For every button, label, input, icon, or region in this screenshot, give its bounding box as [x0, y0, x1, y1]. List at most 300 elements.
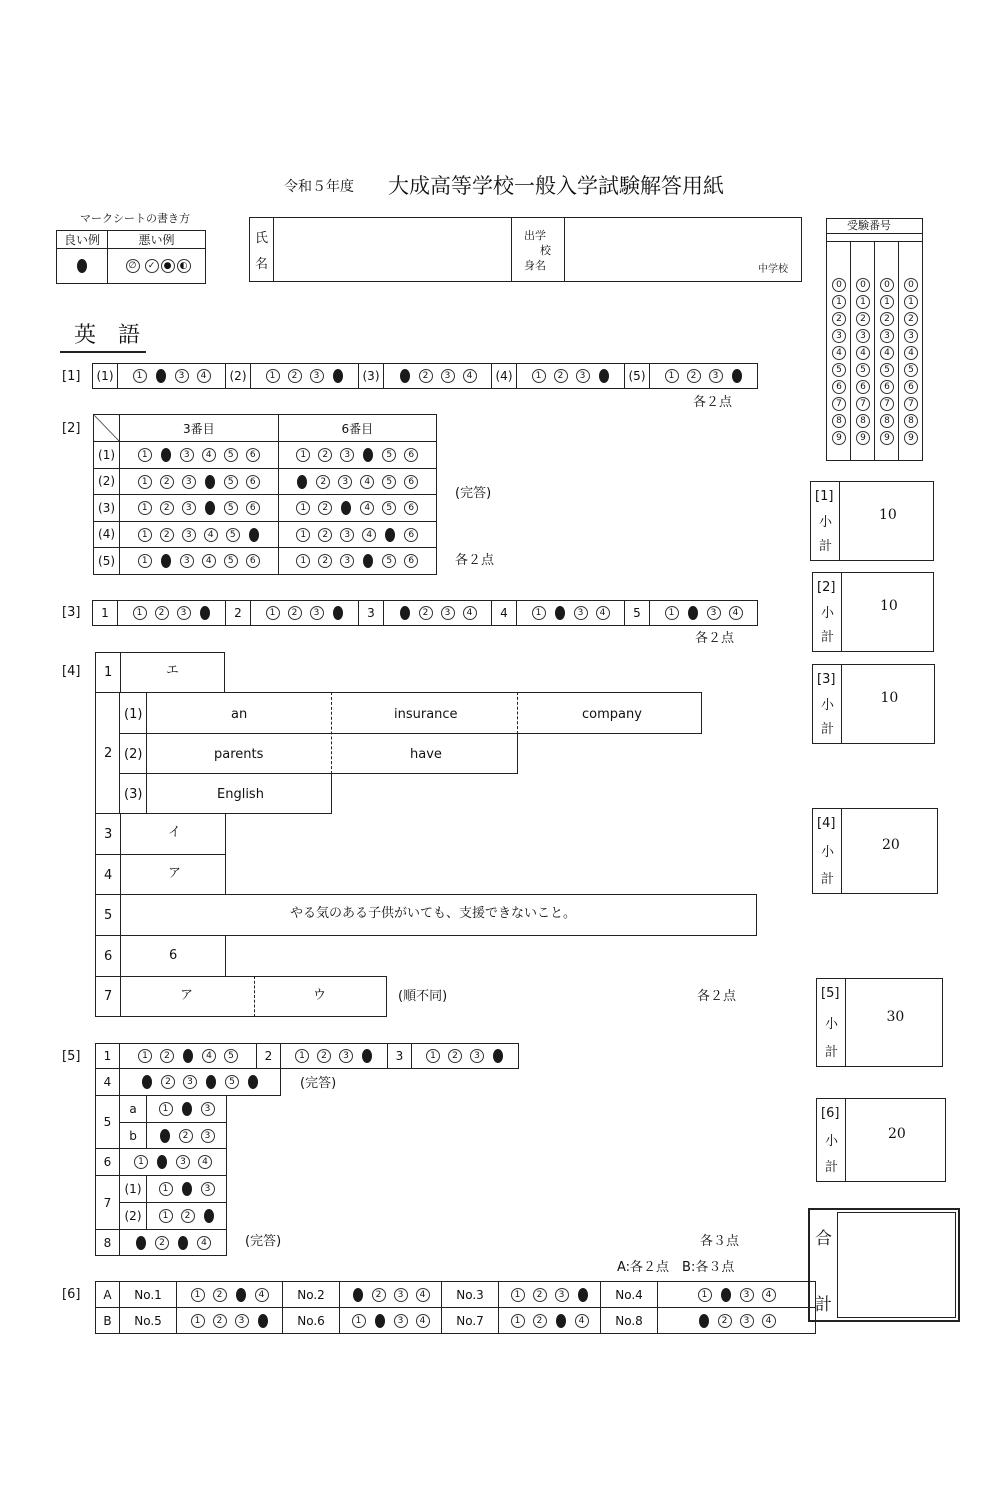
bubble[interactable]: 3	[574, 606, 588, 620]
q6-row-a: A	[95, 1281, 120, 1308]
q4-2-2-word-2[interactable]: have	[410, 747, 442, 762]
q4-num-4: 4	[104, 868, 113, 883]
filled-bubble[interactable]	[556, 1314, 566, 1328]
bubble[interactable]: 1	[296, 528, 310, 542]
q6-bubbles	[339, 1307, 442, 1334]
bubble[interactable]: 5	[382, 448, 396, 462]
bubble[interactable]: 1	[296, 501, 310, 515]
bubble[interactable]: 3	[201, 1102, 215, 1116]
name-label-2: 名	[255, 257, 269, 272]
q4-num-7: 7	[104, 989, 113, 1004]
q1-item-number: (2)	[225, 363, 251, 389]
q2-bubbles-6th	[278, 521, 436, 548]
q4-num-2: 2	[104, 746, 113, 761]
q2-bubbles-6th	[278, 468, 436, 495]
bubble[interactable]: 2	[419, 606, 433, 620]
bubble[interactable]: 3	[707, 606, 721, 620]
q4-note: (順不同)	[398, 989, 448, 1004]
bubble[interactable]: 4	[762, 1288, 776, 1302]
subtotal-box	[816, 978, 943, 1067]
q1-bubbles	[250, 363, 359, 389]
filled-bubble[interactable]	[353, 1288, 363, 1302]
mark-guide-title: マークシートの書き方	[80, 212, 190, 225]
bubble[interactable]: 2	[372, 1288, 386, 1302]
q5-sub: a	[119, 1095, 147, 1123]
q3-label: [3]	[62, 605, 81, 620]
q2-bubbles-6th	[278, 548, 436, 575]
bubble[interactable]: 3	[740, 1288, 754, 1302]
bubble[interactable]: 2	[288, 369, 302, 383]
q5-bubbles-5a	[146, 1095, 227, 1123]
q1-score: 各２点	[693, 395, 733, 410]
name-field[interactable]	[275, 219, 509, 280]
exam-year: 令和５年度	[284, 179, 354, 195]
bubble[interactable]: 3	[310, 369, 324, 383]
q4-2-1-word-2[interactable]: insurance	[394, 707, 458, 722]
filled-bubble[interactable]	[493, 1049, 503, 1063]
subtotal-value: 20	[882, 837, 900, 853]
q6-item-number: No.8	[600, 1307, 658, 1334]
q2-corner	[94, 415, 120, 442]
subtotal-label: [5]	[821, 986, 840, 1001]
q4-num-5: 5	[104, 908, 113, 923]
bubble[interactable]: 5	[226, 528, 240, 542]
q5-num: 2	[256, 1043, 281, 1069]
bubble[interactable]: 5	[224, 475, 238, 489]
q2-col1-header: 3番目	[120, 415, 278, 442]
bubble[interactable]: 1	[295, 1049, 309, 1063]
bubble[interactable]: 3	[340, 448, 354, 462]
q3-item-number: 2	[225, 600, 251, 626]
q4-2-sub-1: (1)	[124, 707, 143, 722]
bubble[interactable]: 3	[180, 448, 194, 462]
bubble[interactable]: 1	[426, 1049, 440, 1063]
bubble[interactable]: 1	[138, 448, 152, 462]
q1-item-number: (5)	[624, 363, 650, 389]
q6-bubbles	[176, 1307, 283, 1334]
bubble[interactable]: 2	[448, 1049, 462, 1063]
filled-bubble[interactable]	[400, 606, 410, 620]
q4-2-1-word-3[interactable]: company	[582, 707, 642, 722]
bubble[interactable]: 1	[138, 1049, 152, 1063]
subtotal-box	[812, 572, 934, 652]
bad-example-marks: ∅ ✓ ● ◐	[108, 249, 206, 284]
bubble[interactable]: 2	[318, 554, 332, 568]
bubble[interactable]: 2	[160, 501, 174, 515]
exam-digit-col-1[interactable]: 0 1 2 3 4 5 6 7 8 9	[828, 276, 850, 446]
bubble[interactable]: 3	[175, 369, 189, 383]
filled-bubble[interactable]	[333, 369, 343, 383]
subtotal-value: 10	[879, 507, 897, 523]
q5-bubbles-4: 2 3 5	[119, 1068, 281, 1096]
bubble[interactable]: 6	[404, 448, 418, 462]
q5-note-1: (完答)	[300, 1076, 337, 1091]
bubble[interactable]: 3	[576, 369, 590, 383]
q4-score: 各２点	[697, 989, 737, 1004]
q2-row-number: (4)	[94, 521, 120, 548]
q2-bubbles-3rd	[120, 548, 278, 575]
bubble[interactable]: 4	[204, 528, 218, 542]
bubble[interactable]: 3	[441, 606, 455, 620]
bubble[interactable]: 1	[352, 1314, 366, 1328]
bubble[interactable]: 4	[463, 606, 477, 620]
subtotal-word-1: 小	[825, 1016, 839, 1032]
bubble[interactable]: 1	[296, 448, 310, 462]
q5-bubbles-7-1	[146, 1175, 227, 1203]
q2-bubbles-3rd	[120, 468, 278, 495]
q1-item-number: (4)	[491, 363, 517, 389]
bubble[interactable]: 4	[198, 1155, 212, 1169]
q4-2-2-word-1[interactable]: parents	[214, 747, 264, 762]
school-field[interactable]	[566, 219, 800, 280]
filled-bubble[interactable]	[156, 369, 166, 383]
bubble[interactable]: 4	[202, 554, 216, 568]
bubble[interactable]: 2	[155, 606, 169, 620]
bubble[interactable]: 1	[133, 606, 147, 620]
bubble[interactable]: 2	[533, 1288, 547, 1302]
school-label-3: 身名	[524, 259, 546, 272]
bubble[interactable]: 2	[181, 1209, 195, 1223]
bubble[interactable]: 3	[441, 369, 455, 383]
q4-2-3-word[interactable]: English	[217, 787, 264, 802]
q3-item-number: 3	[358, 600, 384, 626]
subtotal-box	[812, 808, 938, 894]
q4-answer-3[interactable]: イ	[168, 825, 182, 840]
bubble[interactable]: 5	[224, 448, 238, 462]
subtotal-label: [1]	[815, 489, 834, 504]
bubble[interactable]: 1	[159, 1209, 173, 1223]
q4-num-3: 3	[104, 827, 113, 842]
q5-bubbles-8: 2 4	[119, 1229, 227, 1256]
q1-label: [1]	[62, 369, 81, 384]
bubble[interactable]: 1	[511, 1314, 525, 1328]
bubble[interactable]: 2	[316, 475, 330, 489]
subtotal-word-1: 小	[821, 845, 835, 860]
q4-answer-7-a[interactable]: ア	[180, 988, 194, 1003]
bubble[interactable]: 6	[246, 501, 260, 515]
bad-example-label: 悪い例	[108, 231, 206, 249]
q3-bubbles	[250, 600, 359, 626]
bubble[interactable]: 2	[160, 475, 174, 489]
bubble[interactable]: 4	[360, 475, 374, 489]
filled-bubble[interactable]	[236, 1288, 246, 1302]
q3-item-number: 1	[92, 600, 118, 626]
bubble[interactable]: 3	[176, 1155, 190, 1169]
bubble[interactable]: 5	[224, 1049, 238, 1063]
q3-bubbles	[117, 600, 226, 626]
bubble[interactable]: 6	[246, 448, 260, 462]
bubble[interactable]: 1	[191, 1288, 205, 1302]
bubble[interactable]: 4	[762, 1314, 776, 1328]
q5-sub: (1)	[119, 1175, 147, 1203]
bubble[interactable]: 2	[419, 369, 433, 383]
bubble[interactable]: 4	[463, 369, 477, 383]
bubble[interactable]: 3	[201, 1182, 215, 1196]
bubble[interactable]: 1	[134, 1155, 148, 1169]
bubble[interactable]: 2	[533, 1314, 547, 1328]
q4-label: [4]	[62, 664, 81, 679]
filled-bubble[interactable]	[578, 1288, 588, 1302]
q2-bubbles-6th	[278, 495, 436, 522]
bubble[interactable]: 4	[416, 1288, 430, 1302]
bubble[interactable]: 1	[266, 369, 280, 383]
bubble[interactable]: 2	[718, 1314, 732, 1328]
subtotal-word-1: 小	[821, 698, 835, 713]
filled-bubble[interactable]	[721, 1288, 731, 1302]
subtotal-word-2: 計	[825, 1045, 839, 1060]
bubble[interactable]: 2	[179, 1129, 193, 1143]
q5-sub: (2)	[119, 1202, 147, 1230]
bubble[interactable]: 3	[394, 1288, 408, 1302]
filled-bubble[interactable]	[160, 1129, 170, 1143]
q3-item-number: 5	[624, 600, 650, 626]
bubble[interactable]: 2	[213, 1288, 227, 1302]
filled-bubble[interactable]	[204, 1209, 214, 1223]
subtotal-label: [4]	[817, 816, 836, 831]
subject-title: 英 語	[74, 323, 141, 348]
q2-label: [2]	[62, 421, 81, 436]
bubble[interactable]: 3	[709, 369, 723, 383]
bubble[interactable]: 3	[394, 1314, 408, 1328]
q5-num: 6	[95, 1148, 120, 1176]
filled-bubble[interactable]	[182, 1182, 192, 1196]
q4-2-1-word-1[interactable]: an	[231, 707, 248, 722]
q3-bubbles	[516, 600, 625, 626]
filled-bubble[interactable]	[363, 448, 373, 462]
q5-bubbles-6	[119, 1148, 227, 1176]
q5-num: 1	[95, 1043, 120, 1069]
q2-row-number: (1)	[94, 442, 120, 469]
school-label-1: 出学	[524, 229, 546, 242]
bubble[interactable]: 3	[339, 1049, 353, 1063]
subtotal-box	[810, 481, 934, 561]
filled-bubble[interactable]	[258, 1314, 268, 1328]
filled-bubble[interactable]	[555, 606, 565, 620]
bubble[interactable]: 5	[382, 554, 396, 568]
bubble[interactable]: 2	[554, 369, 568, 383]
bubble[interactable]: 1	[159, 1182, 173, 1196]
q6-bubbles	[176, 1281, 283, 1308]
bubble[interactable]: 3	[338, 475, 352, 489]
bubble[interactable]: 1	[665, 606, 679, 620]
bubble[interactable]: 5	[382, 501, 396, 515]
bubble[interactable]: 1	[511, 1288, 525, 1302]
filled-bubble[interactable]	[400, 369, 410, 383]
filled-bubble[interactable]	[183, 1049, 193, 1063]
filled-bubble[interactable]	[161, 554, 171, 568]
bubble[interactable]: 3	[740, 1314, 754, 1328]
total-label-2: 計	[815, 1295, 832, 1315]
bubble[interactable]: 3	[555, 1288, 569, 1302]
q6-bubbles	[498, 1281, 601, 1308]
bubble[interactable]: 1	[133, 369, 147, 383]
bubble[interactable]: 2	[318, 501, 332, 515]
q5-note-2: (完答)	[245, 1234, 282, 1249]
q2-row-number: (5)	[94, 548, 120, 575]
subtotal-word-1: 小	[819, 515, 833, 530]
page-title: 大成高等学校一般入学試験解答用紙	[388, 174, 724, 198]
q6-row-b: B	[95, 1307, 120, 1334]
q6-score: A:各２点 B:各３点	[617, 1260, 735, 1275]
subtotal-word-2: 計	[819, 539, 833, 554]
q1-item-number: (1)	[92, 363, 118, 389]
bubble[interactable]: 4	[360, 501, 374, 515]
q4-answer-1[interactable]: エ	[166, 663, 180, 678]
filled-bubble[interactable]	[699, 1314, 709, 1328]
bubble[interactable]: 4	[575, 1314, 589, 1328]
exam-digit-col-4[interactable]: 0 1 2 3 4 5 6 7 8 9	[900, 276, 922, 446]
bubble[interactable]: 1	[159, 1102, 173, 1116]
filled-bubble[interactable]	[732, 369, 742, 383]
q1-bubbles	[117, 363, 226, 389]
filled-bubble[interactable]	[200, 606, 210, 620]
bubble[interactable]: 3	[182, 475, 196, 489]
q2-note: (完答)	[455, 486, 492, 501]
filled-bubble[interactable]	[363, 554, 373, 568]
bubble[interactable]: 4	[202, 1049, 216, 1063]
bubble[interactable]: 2	[317, 1049, 331, 1063]
subtotal-word-2: 計	[821, 630, 835, 645]
bubble[interactable]: 1	[191, 1314, 205, 1328]
filled-bubble[interactable]	[157, 1155, 167, 1169]
q2-col2-header: 6番目	[278, 415, 436, 442]
filled-bubble[interactable]	[688, 606, 698, 620]
q1-bubbles	[516, 363, 625, 389]
q5-bubbles-5b	[146, 1122, 227, 1149]
q4-answer-7-b[interactable]: ウ	[313, 988, 327, 1003]
filled-bubble[interactable]	[375, 1314, 385, 1328]
bubble[interactable]: 4	[362, 528, 376, 542]
subtotal-box	[816, 1098, 946, 1182]
q6-item-number: No.3	[441, 1281, 499, 1308]
bubble[interactable]: 6	[404, 475, 418, 489]
q2-score: 各２点	[455, 553, 495, 568]
bubble[interactable]: 6	[246, 475, 260, 489]
filled-bubble[interactable]	[205, 475, 215, 489]
bubble[interactable]: 2	[160, 1049, 174, 1063]
bubble[interactable]: 3	[470, 1049, 484, 1063]
bubble[interactable]: 2	[288, 606, 302, 620]
q6-label: [6]	[62, 1287, 81, 1302]
bubble[interactable]: 3	[310, 606, 324, 620]
q4-answer-6[interactable]: 6	[169, 948, 178, 963]
total-label-1: 合	[815, 1229, 832, 1249]
subtotal-label: [3]	[817, 672, 836, 687]
bubble[interactable]: 2	[318, 528, 332, 542]
bubble[interactable]: 1	[138, 554, 152, 568]
mark-guide-table	[56, 230, 206, 284]
bubble[interactable]: 1	[665, 369, 679, 383]
bubble[interactable]: 5	[382, 475, 396, 489]
bubble[interactable]: 1	[698, 1288, 712, 1302]
filled-bubble[interactable]	[205, 501, 215, 515]
exam-digit-col-2[interactable]: 0 1 2 3 4 5 6 7 8 9	[852, 276, 874, 446]
bubble[interactable]: 4	[255, 1288, 269, 1302]
q6-item-number: No.5	[119, 1307, 177, 1334]
bubble[interactable]: 4	[202, 448, 216, 462]
filled-bubble[interactable]	[297, 475, 307, 489]
subtotal-word-2: 計	[821, 722, 835, 737]
q5-bubbles-7-2	[146, 1202, 227, 1230]
q5-num: 4	[95, 1068, 120, 1096]
q5-bubbles-3	[411, 1043, 519, 1069]
bubble[interactable]: 3	[201, 1129, 215, 1143]
q4-answer-4[interactable]: ア	[168, 866, 182, 881]
bubble[interactable]: 4	[197, 369, 211, 383]
bubble[interactable]: 1	[266, 606, 280, 620]
bubble[interactable]: 2	[160, 528, 174, 542]
q4-num-6: 6	[104, 949, 113, 964]
filled-bubble[interactable]	[182, 1102, 192, 1116]
bubble[interactable]: 1	[138, 528, 152, 542]
q6-bubbles	[498, 1307, 601, 1334]
q6-bubbles	[339, 1281, 442, 1308]
bubble[interactable]: 1	[138, 501, 152, 515]
bubble[interactable]: 6	[404, 528, 418, 542]
q4-answer-5[interactable]: やる気のある子供がいても、支援できないこと。	[290, 906, 577, 921]
q3-item-number: 4	[491, 600, 517, 626]
bubble[interactable]: 3	[180, 554, 194, 568]
bubble[interactable]: 1	[138, 475, 152, 489]
q1-bubbles	[383, 363, 492, 389]
bubble[interactable]: 1	[296, 554, 310, 568]
subtotal-word-1: 小	[825, 1134, 839, 1149]
q3-score: 各２点	[695, 631, 735, 646]
exam-digit-col-3[interactable]: 0 1 2 3 4 5 6 7 8 9	[876, 276, 898, 446]
bubble[interactable]: 5	[224, 554, 238, 568]
subtotal-value: 20	[888, 1126, 906, 1142]
q6-bubbles	[657, 1307, 816, 1334]
filled-bubble[interactable]	[341, 501, 351, 515]
bubble[interactable]: 1	[532, 369, 546, 383]
bubble[interactable]: 6	[246, 554, 260, 568]
bubble[interactable]: 5	[224, 501, 238, 515]
bubble[interactable]: 2	[213, 1314, 227, 1328]
bubble[interactable]: 4	[596, 606, 610, 620]
filled-bubble[interactable]	[599, 369, 609, 383]
filled-bubble[interactable]	[249, 528, 259, 542]
bubble[interactable]: 4	[416, 1314, 430, 1328]
bubble[interactable]: 6	[404, 501, 418, 515]
bubble[interactable]: 2	[687, 369, 701, 383]
subtotal-value: 10	[880, 690, 899, 706]
bubble[interactable]: 1	[532, 606, 546, 620]
bubble[interactable]: 3	[340, 554, 354, 568]
bubble[interactable]: 6	[404, 554, 418, 568]
q4-2-sub-2: (2)	[124, 747, 143, 762]
bubble[interactable]: 3	[182, 501, 196, 515]
filled-bubble[interactable]	[362, 1049, 372, 1063]
filled-bubble[interactable]	[333, 606, 343, 620]
q2-bubbles-3rd	[120, 442, 278, 469]
filled-bubble[interactable]	[161, 448, 171, 462]
subtotal-word-2: 計	[825, 1160, 839, 1175]
q6-item-number: No.1	[119, 1281, 177, 1308]
subtotal-value: 10	[880, 598, 898, 614]
q2-row-number: (2)	[94, 468, 120, 495]
bubble[interactable]: 3	[235, 1314, 249, 1328]
filled-bubble[interactable]	[385, 528, 395, 542]
bubble[interactable]: 3	[177, 606, 191, 620]
q2-bubbles-3rd	[120, 521, 278, 548]
bubble[interactable]: 3	[182, 528, 196, 542]
q4-num-1: 1	[104, 665, 113, 680]
bubble[interactable]: 2	[318, 448, 332, 462]
bubble[interactable]: 4	[729, 606, 743, 620]
bubble[interactable]: 3	[340, 528, 354, 542]
subtotal-word-2: 計	[821, 872, 835, 887]
q6-item-number: No.6	[282, 1307, 340, 1334]
